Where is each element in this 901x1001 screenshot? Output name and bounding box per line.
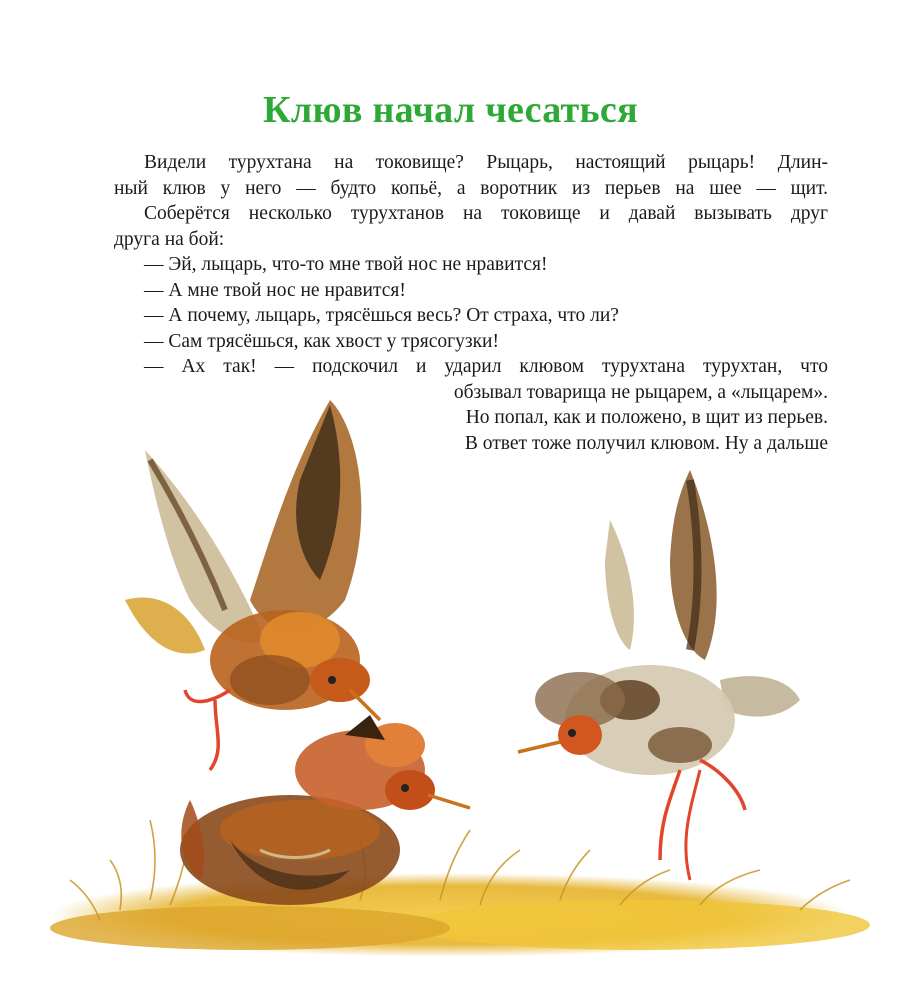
text-line-3: Соберётся несколько турухтанов на токовище и давай вызывать друг — [144, 203, 828, 224]
grass-icon — [50, 820, 870, 957]
text-line-7: — А почему, лыцарь, трясёшься весь? От страха, что ли? — [144, 305, 619, 326]
text-line-12: В ответ тоже получил клювом. Ну а дальше — [464, 432, 828, 454]
text-line-2: ный клюв у него — будто копьё, а воротник из перьев на шее — щит. — [114, 177, 828, 199]
text-line-1: Видели турухтана на токовище? Рыцарь, настоящий рыцарь! Длин- — [144, 152, 828, 173]
text-line-9: — Ах так! — подскочил и ударил клювом турухтана турухтан, что — [144, 356, 828, 377]
text-line-4: друга на бой: — [114, 228, 225, 250]
text-line-6: — А мне твой нос не нравится! — [144, 279, 406, 301]
page-title: Клюв начал чесаться — [263, 89, 638, 131]
text-line-11: Но попал, как и положено, в щит из перьев. — [465, 407, 828, 428]
ruff-bird-right-icon — [518, 470, 800, 880]
text-line-10: обзывал товарища не рыцарем, а «лыцарем». — [453, 381, 828, 403]
text-line-8: — Сам трясёшься, как хвост у трясогузки! — [144, 330, 499, 352]
text-line-5: — Эй, лыцарь, что-то мне твой нос не нравится! — [144, 254, 548, 275]
ruff-bird-left-icon — [125, 400, 380, 770]
